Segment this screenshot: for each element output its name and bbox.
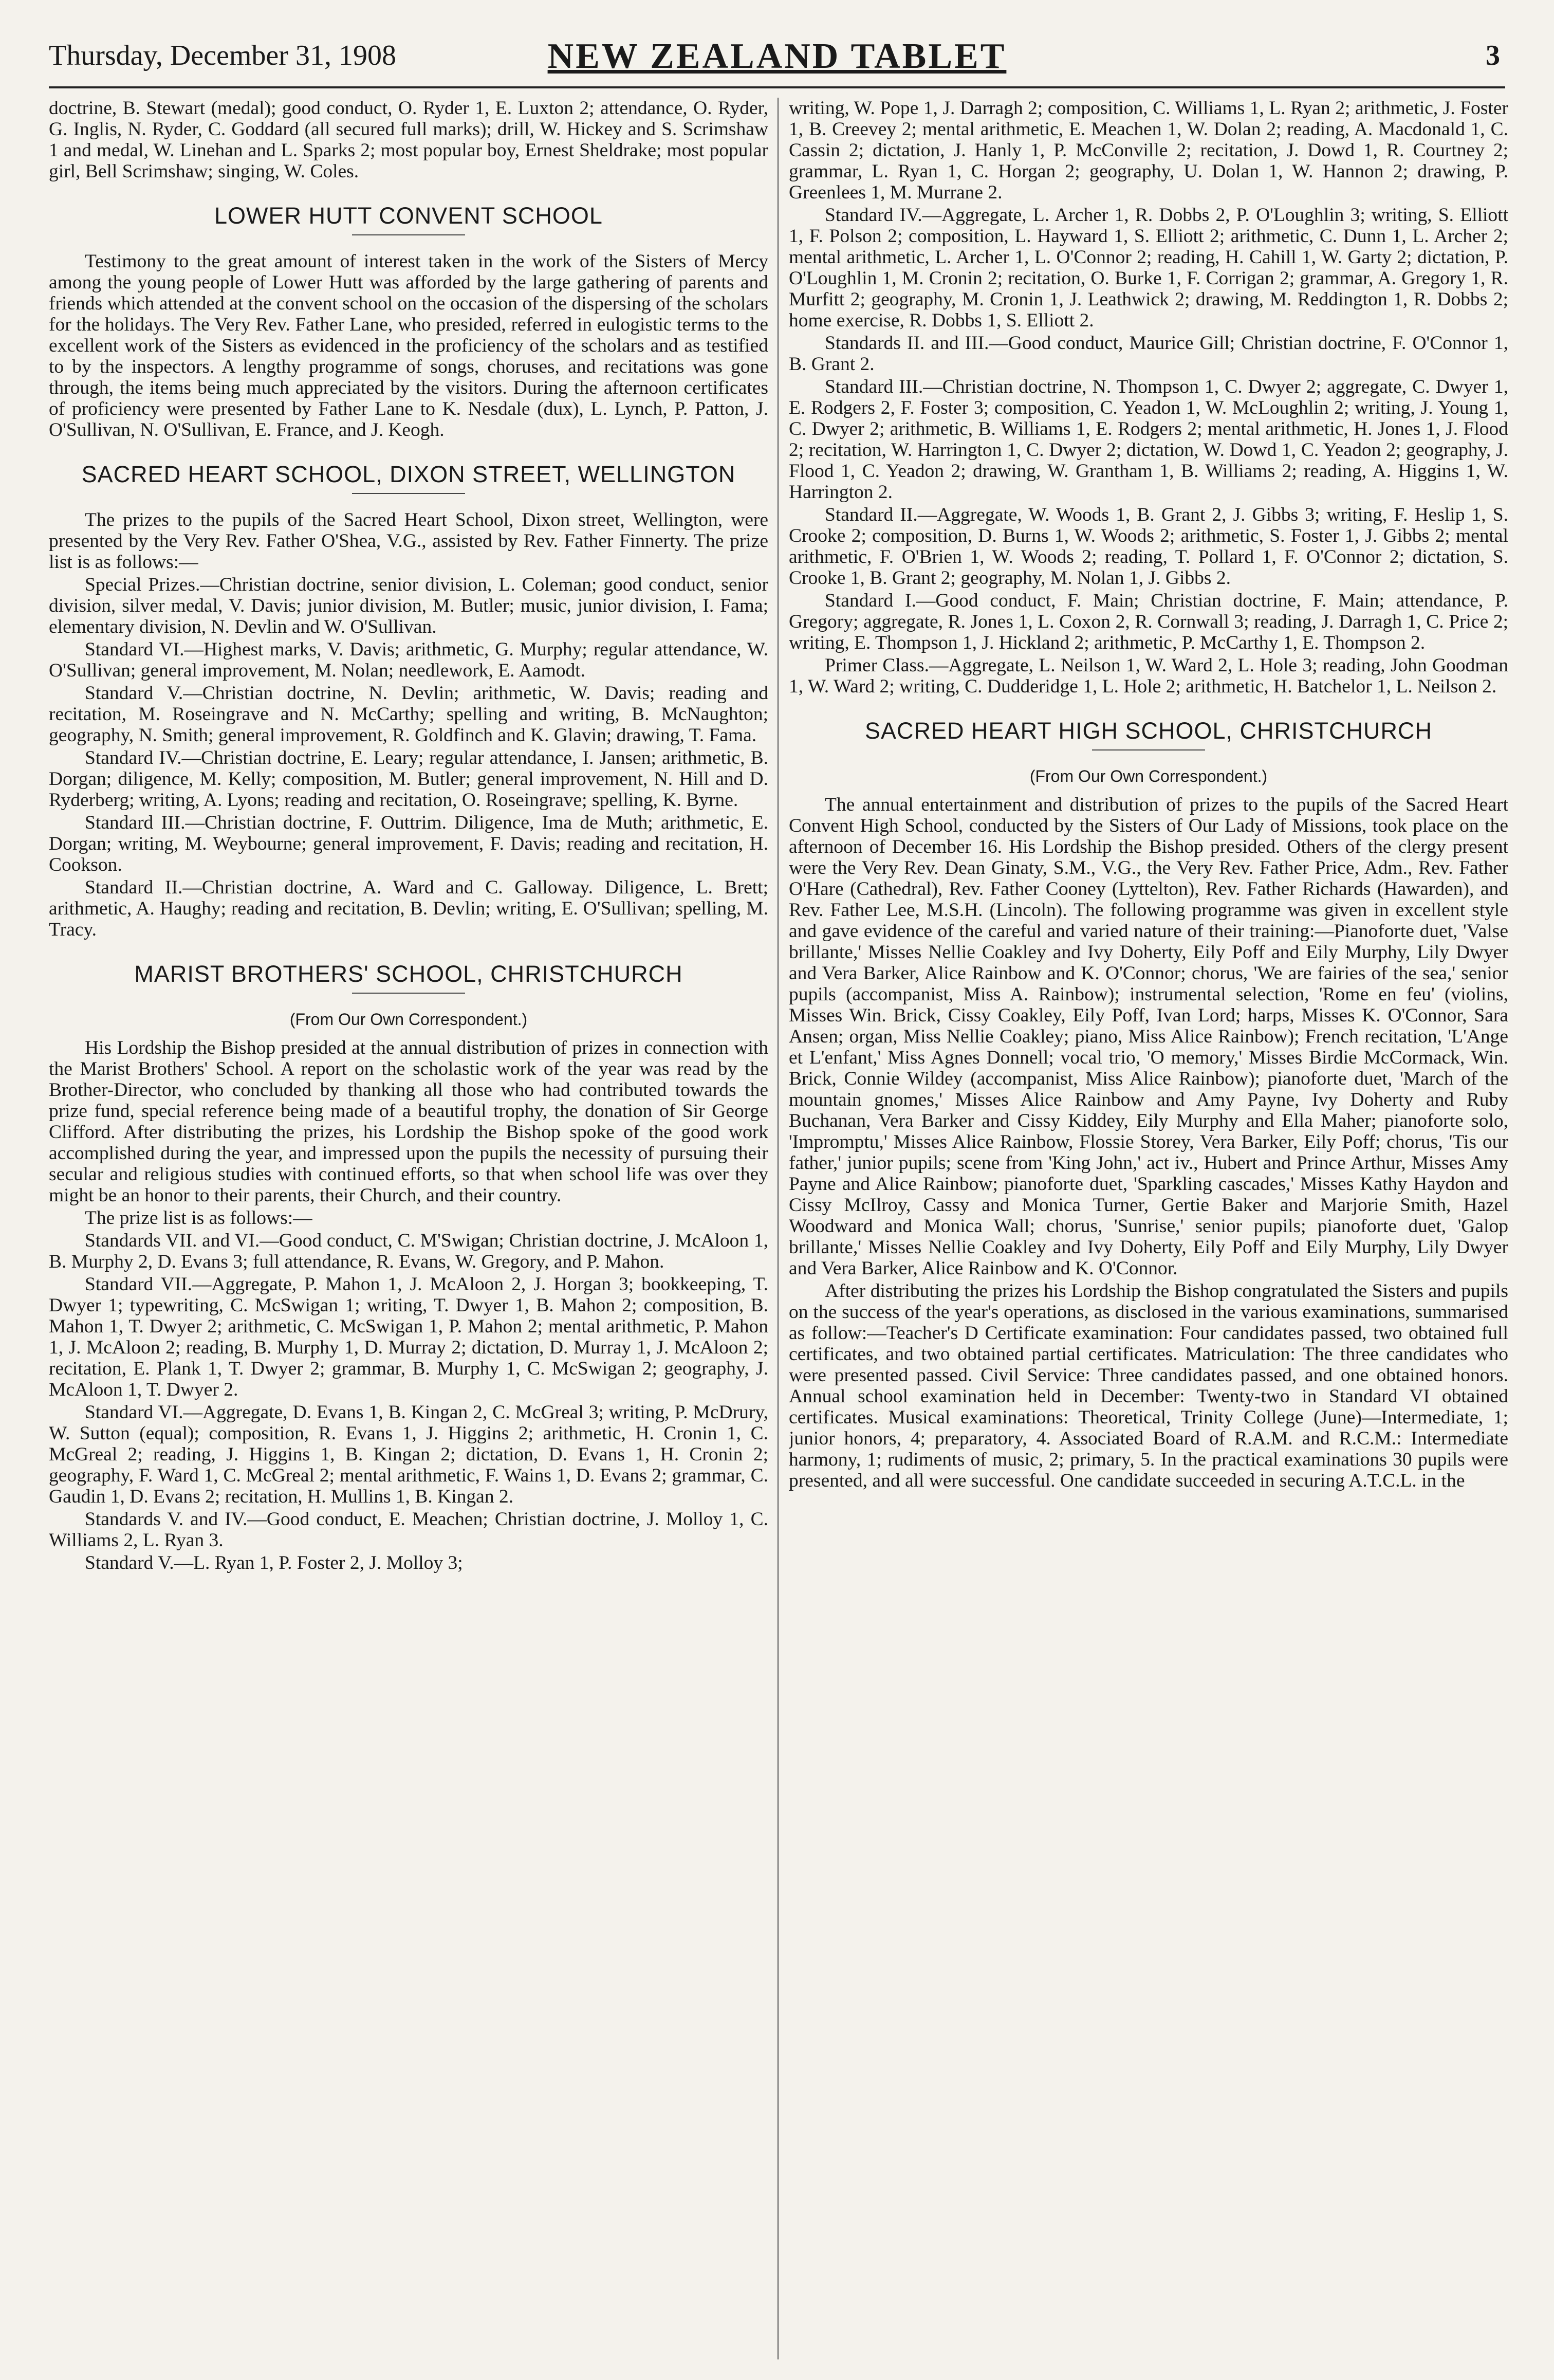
article-paragraph: The prizes to the pupils of the Sacred Heart School, Dixon street, Wellington, were presented by the Very Rev. Father O'Shea, V.G., assisted by Rev. Father Finnerty. The prize list is as follows:— bbox=[49, 509, 768, 573]
heading-rule bbox=[352, 234, 465, 235]
article-paragraph: Primer Class.—Aggregate, L. Neilson 1, W. Ward 2, L. Hole 3; reading, John Goodman 1, W. Ward 2; writing, C. Dudderidge 1, L. Hole 2; arithmetic, H. Batchelor 1, L. Neilson 2. bbox=[789, 655, 1508, 697]
issue-date: Thursday, December 31, 1908 bbox=[49, 40, 396, 71]
newspaper-title: NEW ZEALAND TABLET bbox=[547, 36, 1007, 76]
article-paragraph: Standard II.—Christian doctrine, A. Ward and C. Galloway. Diligence, L. Brett; arithmetic, A. Haughy; reading and recitation, B. Devlin; writing, E. O'Sullivan; spelling, M. Tracy. bbox=[49, 877, 768, 940]
right-column bbox=[789, 98, 1508, 2359]
article-paragraph: Standards II. and III.—Good conduct, Maurice Gill; Christian doctrine, F. O'Connor 1, B. Grant 2. bbox=[789, 333, 1508, 375]
article-paragraph: Standard IV.—Aggregate, L. Archer 1, R. Dobbs 2, P. O'Loughlin 3; writing, S. Elliott 1, F. Polson 2; composition, L. Hayward 1, S. Elliott 2; arithmetic, C. Dunn 1, L. Archer 2; mental arithmetic, L. Archer 1, L. O'Connor 2; reading, H. Cahill 1, W. Garty 2; dictation, P. O'Loughlin 1, M. Cronin 2; recitation, O. Burke 1, F. Corrigan 2; grammar, A. Gregory 1, R. Murfitt 2; geography, M. Cronin 1, J. Leathwick 2; drawing, M. Reddington 1, R. Dobbs 2; home exercise, R. Dobbs 1, S. Elliott 2. bbox=[789, 205, 1508, 331]
section-heading: SACRED HEART SCHOOL, DIXON STREET, WELLINGTON bbox=[81, 461, 736, 487]
article-paragraph: His Lordship the Bishop presided at the annual distribution of prizes in connection with the Marist Brothers' School. A report on the scholastic work of the year was read by the Brother-Director, who concluded by thanking all those who had contributed towards the prize fund, special reference being made of a beautiful trophy, the donation of Sir George Clifford. After distributing the prizes, his Lordship the Bishop spoke of the good work accomplished during the year, and impressed upon the pupils the necessity of pursuing their secular and religious studies with continued efforts, so that when school life was over they might be an honor to their parents, their Church, and their country. bbox=[49, 1037, 768, 1206]
article-paragraph: Standard V.—L. Ryan 1, P. Foster 2, J. Molloy 3; bbox=[85, 1552, 463, 1573]
article-paragraph: Standard VI.—Aggregate, D. Evans 1, B. Kingan 2, C. McGreal 3; writing, P. McDrury, W. Sutton (equal); composition, R. Evans 1, J. Higgins 2; arithmetic, H. Cronin 1, C. McGreal 2; reading, J. Higgins 1, B. Kingan 2; dictation, D. Evans 1, H. Cronin 2; geography, F. Ward 1, C. McGreal 2; mental arithmetic, F. Wains 1, D. Evans 2; grammar, C. Gaudin 1, D. Evans 2; recitation, H. Mullins 1, B. Kingan 2. bbox=[49, 1402, 768, 1507]
article-paragraph: Standards V. and IV.—Good conduct, E. Meachen; Christian doctrine, J. Molloy 1, C. Williams 2, L. Ryan 3. bbox=[49, 1509, 768, 1551]
correspondent-credit: (From Our Own Correspondent.) bbox=[289, 1010, 528, 1029]
article-paragraph: Standard V.—Christian doctrine, N. Devlin; arithmetic, W. Davis; reading and recitation, M. Roseingrave and N. McCarthy; spelling and writing, B. McNaughton; geography, N. Smith; general improvement, R. Goldfinch and K. Glavin; drawing, T. Fama. bbox=[49, 683, 768, 746]
article-paragraph: The annual entertainment and distribution of prizes to the pupils of the Sacred Heart Convent High School, conducted by the Sisters of Our Lady of Missions, took place on the afternoon of December 16. His Lordship the Bishop presided. Others of the clergy present were the Very Rev. Dean Ginaty, S.M., V.G., the Very Rev. Father Price, Adm., Rev. Father O'Hare (Cathedral), Rev. Father Cooney (Lyttelton), Rev. Father Richards (Hawarden), and Rev. Father Lee, M.S.H. (Lincoln). The following programme was given in excellent style and gave evidence of the careful and varied nature of their training:—Pianoforte duet, 'Valse brillante,' Misses Nellie Coakley and Ivy Doherty, Eily Poff and Eily Murphy, Lily Dwyer and Vera Barker, Alice Rainbow and K. O'Connor; chorus, 'We are fairies of the sea,' senior pupils (accompanist, Miss A. Rainbow); instrumental selection, 'Rome en feu' (violins, Misses Win. Brick, Cissy Coakley, Eily Poff, Ivan Lord; harps, Misses K. O'Connor, Sara Ansen; organ, Miss Nellie Coakley; piano, Miss Alice Rainbow); French recitation, 'L'Ange et L'enfant,' Miss Agnes Donnell; vocal trio, 'O memory,' Misses Birdie McCormack, Win. Brick, Connie Wildey (accompanist, Miss Alice Rainbow); pianoforte duet, 'March of the mountain gnomes,' Misses Alice Rainbow and Amy Payne, Ivy Doherty and Ruby Buchanan, Vera Barker and Cissy Kiddey, Eily Murphy and Ella Maher; pianoforte solo, 'Impromptu,' Misses Alice Rainbow, Flossie Storey, Vera Barker, Eily Poff; chorus, 'Tis our father,' junior pupils; scene from 'King John,' act iv., Hubert and Prince Arthur, Misses Amy Payne and Alice Rainbow; pianoforte duet, 'Sparkling cascades,' Misses Kathy Haydon and Cissy McIlroy, Cassy and Monica Turner, Gertie Baker and Marjorie Smith, Hazel Woodward and Monica Wall; chorus, 'Sunrise,' senior pupils; pianoforte duet, 'Galop brillante,' Misses Nellie Coakley and Ivy Doherty, Eily Poff and Eily Murphy, Lily Dwyer and Vera Barker, Alice Rainbow and K. O'Connor. bbox=[789, 794, 1508, 1279]
article-paragraph: Standard VI.—Highest marks, V. Davis; arithmetic, G. Murphy; regular attendance, W. O'Sullivan; general improvement, M. Nolan; needlework, E. Aamodt. bbox=[49, 639, 768, 681]
article-paragraph: Standard II.—Aggregate, W. Woods 1, B. Grant 2, J. Gibbs 3; writing, F. Heslip 1, S. Crooke 2; composition, D. Burns 1, W. Woods 2; arithmetic, S. Foster 1, J. Gibbs 2; mental arithmetic, F. O'Brien 1, W. Woods 2; reading, T. Pollard 1, F. O'Connor 2; dictation, S. Crooke 1, B. Grant 2; geography, M. Nolan 1, J. Gibbs 2. bbox=[789, 504, 1508, 589]
article-paragraph: Standard I.—Good conduct, F. Main; Christian doctrine, F. Main; attendance, P. Gregory; aggregate, R. Jones 1, L. Coxon 2, R. Cornwall 3; reading, J. Darragh 1, C. Price 2; writing, E. Thompson 1, J. Hickland 2; arithmetic, P. McCarthy 1, E. Thompson 2. bbox=[789, 590, 1508, 653]
section-heading: LOWER HUTT CONVENT SCHOOL bbox=[214, 203, 603, 229]
article-paragraph: doctrine, B. Stewart (medal); good conduct, O. Ryder 1, E. Luxton 2; attendance, O. Ryder, G. Inglis, N. Ryder, C. Goddard (all secured full marks); drill, W. Hickey and S. Scrimshaw 1 and medal, W. Linehan and L. Sparks 2; most popular boy, Ernest Sheldrake; most popular girl, Bell Scrimshaw; singing, W. Coles. bbox=[49, 98, 768, 182]
article-paragraph: Standards VII. and VI.—Good conduct, C. M'Swigan; Christian doctrine, J. McAloon 1, B. Murphy 2, D. Evans 3; full attendance, R. Evans, W. Gregory, and P. Mahon. bbox=[49, 1230, 768, 1272]
left-column bbox=[49, 98, 768, 2359]
heading-rule bbox=[1092, 749, 1205, 750]
heading-rule bbox=[352, 993, 465, 994]
section-heading: SACRED HEART HIGH SCHOOL, CHRISTCHURCH bbox=[865, 718, 1432, 744]
page-number: 3 bbox=[1486, 40, 1500, 71]
section-heading: MARIST BROTHERS' SCHOOL, CHRISTCHURCH bbox=[134, 961, 683, 987]
article-paragraph: Special Prizes.—Christian doctrine, senior division, L. Coleman; good conduct, senior division, silver medal, V. Davis; junior division, M. Butler; music, junior division, I. Fama; elementary division, N. Devlin and W. O'Sullivan. bbox=[49, 574, 768, 637]
masthead-rule bbox=[49, 86, 1505, 88]
article-paragraph: Standard III.—Christian doctrine, N. Thompson 1, C. Dwyer 2; aggregate, C. Dwyer 1, E. Rodgers 2, F. Foster 3; composition, C. Yeadon 1, W. McLoughlin 2; writing, J. Young 1, C. Dwyer 2; arithmetic, B. Williams 1, E. Rodgers 2; mental arithmetic, H. Jones 1, J. Flood 2; recitation, W. Harrington 1, C. Dwyer 2; dictation, W. Dowd 1, C. Yeadon 2; geography, J. Flood 1, C. Yeadon 2; drawing, W. Grantham 1, B. Williams 2; reading, A. Higgins 1, W. Harrington 2. bbox=[789, 376, 1508, 503]
article-paragraph: Testimony to the great amount of interest taken in the work of the Sisters of Mercy among the young people of Lower Hutt was afforded by the large gathering of parents and friends which attended at the convent school on the occasion of the dispersing of the scholars for the holidays. The Very Rev. Father Lane, who presided, referred in eulogistic terms to the excellent work of the Sisters as evidenced in the proficiency of the scholars and as testified to by the inspectors. A lengthy programme of songs, choruses, and recitations was gone through, the items being much appreciated by the visitors. During the afternoon certificates of proficiency were presented by Father Lane to K. Nesdale (dux), L. Lynch, P. Patton, J. O'Sullivan, N. O'Sullivan, E. France, and J. Keogh. bbox=[49, 251, 768, 441]
column-divider bbox=[778, 98, 779, 2359]
masthead bbox=[49, 31, 1505, 87]
correspondent-credit: (From Our Own Correspondent.) bbox=[1029, 767, 1268, 785]
heading-rule bbox=[352, 493, 465, 494]
article-paragraph: After distributing the prizes his Lordship the Bishop congratulated the Sisters and pupils on the success of the year's operations, as disclosed in the various examinations, summarised as follow:—Teacher's D Certificate examination: Four candidates passed, two obtained full certificates, and two obtained partial certificates. Matriculation: The three candidates who were presented passed. Civil Service: Three candidates passed, and one obtained honors. Annual school examination held in December: Twenty-two in Standard VI obtained certificates. Musical examinations: Theoretical, Trinity College (June)—Intermediate, 1; junior honors, 4; preparatory, 4. Associated Board of R.A.M. and R.C.M.: Intermediate harmony, 1; rudiments of music, 2; primary, 5. In the practical examinations 30 pupils were presented, and all were successful. One candidate succeeded in securing A.T.C.L. in the bbox=[789, 1280, 1508, 1491]
article-paragraph: Standard IV.—Christian doctrine, E. Leary; regular attendance, I. Jansen; arithmetic, B. Dorgan; diligence, M. Kelly; composition, M. Butler; general improvement, N. Hill and D. Ryderberg; writing, A. Lyons; reading and recitation, O. Roseingrave; spelling, K. Byrne. bbox=[49, 747, 768, 811]
article-paragraph: writing, W. Pope 1, J. Darragh 2; composition, C. Williams 1, L. Ryan 2; arithmetic, J. Foster 1, B. Creevey 2; mental arithmetic, E. Meachen 1, W. Dolan 2; reading, A. Macdonald 1, C. Cassin 2; dictation, J. Hanly 1, P. McConville 2; recitation, J. Dowd 1, R. Courtney 2; grammar, L. Ryan 1, C. Horgan 2; geography, U. Dolan 1, W. Hannon 2; drawing, P. Greenlees 1, M. Murrane 2. bbox=[789, 98, 1508, 203]
article-paragraph: Standard III.—Christian doctrine, F. Outtrim. Diligence, Ima de Muth; arithmetic, E. Dorgan; writing, M. Weybourne; general improvement, F. Davis; reading and recitation, H. Cookson. bbox=[49, 812, 768, 875]
article-paragraph: Standard VII.—Aggregate, P. Mahon 1, J. McAloon 2, J. Horgan 3; bookkeeping, T. Dwyer 1; typewriting, C. McSwigan 1; writing, T. Dwyer 1, B. Mahon 2; composition, B. Mahon 1, T. Dwyer 2; arithmetic, C. McSwigan 1, P. Mahon 2; mental arithmetic, P. Mahon 1, J. McAloon 2; reading, B. Murphy 1, D. Murray 2; dictation, D. Murray 1, J. McAloon 2; recitation, E. Plank 1, T. Dwyer 2; grammar, B. Murphy 1, C. McSwigan 2; geography, J. McAloon 1, T. Dwyer 2. bbox=[49, 1274, 768, 1400]
article-paragraph: The prize list is as follows:— bbox=[85, 1207, 312, 1229]
